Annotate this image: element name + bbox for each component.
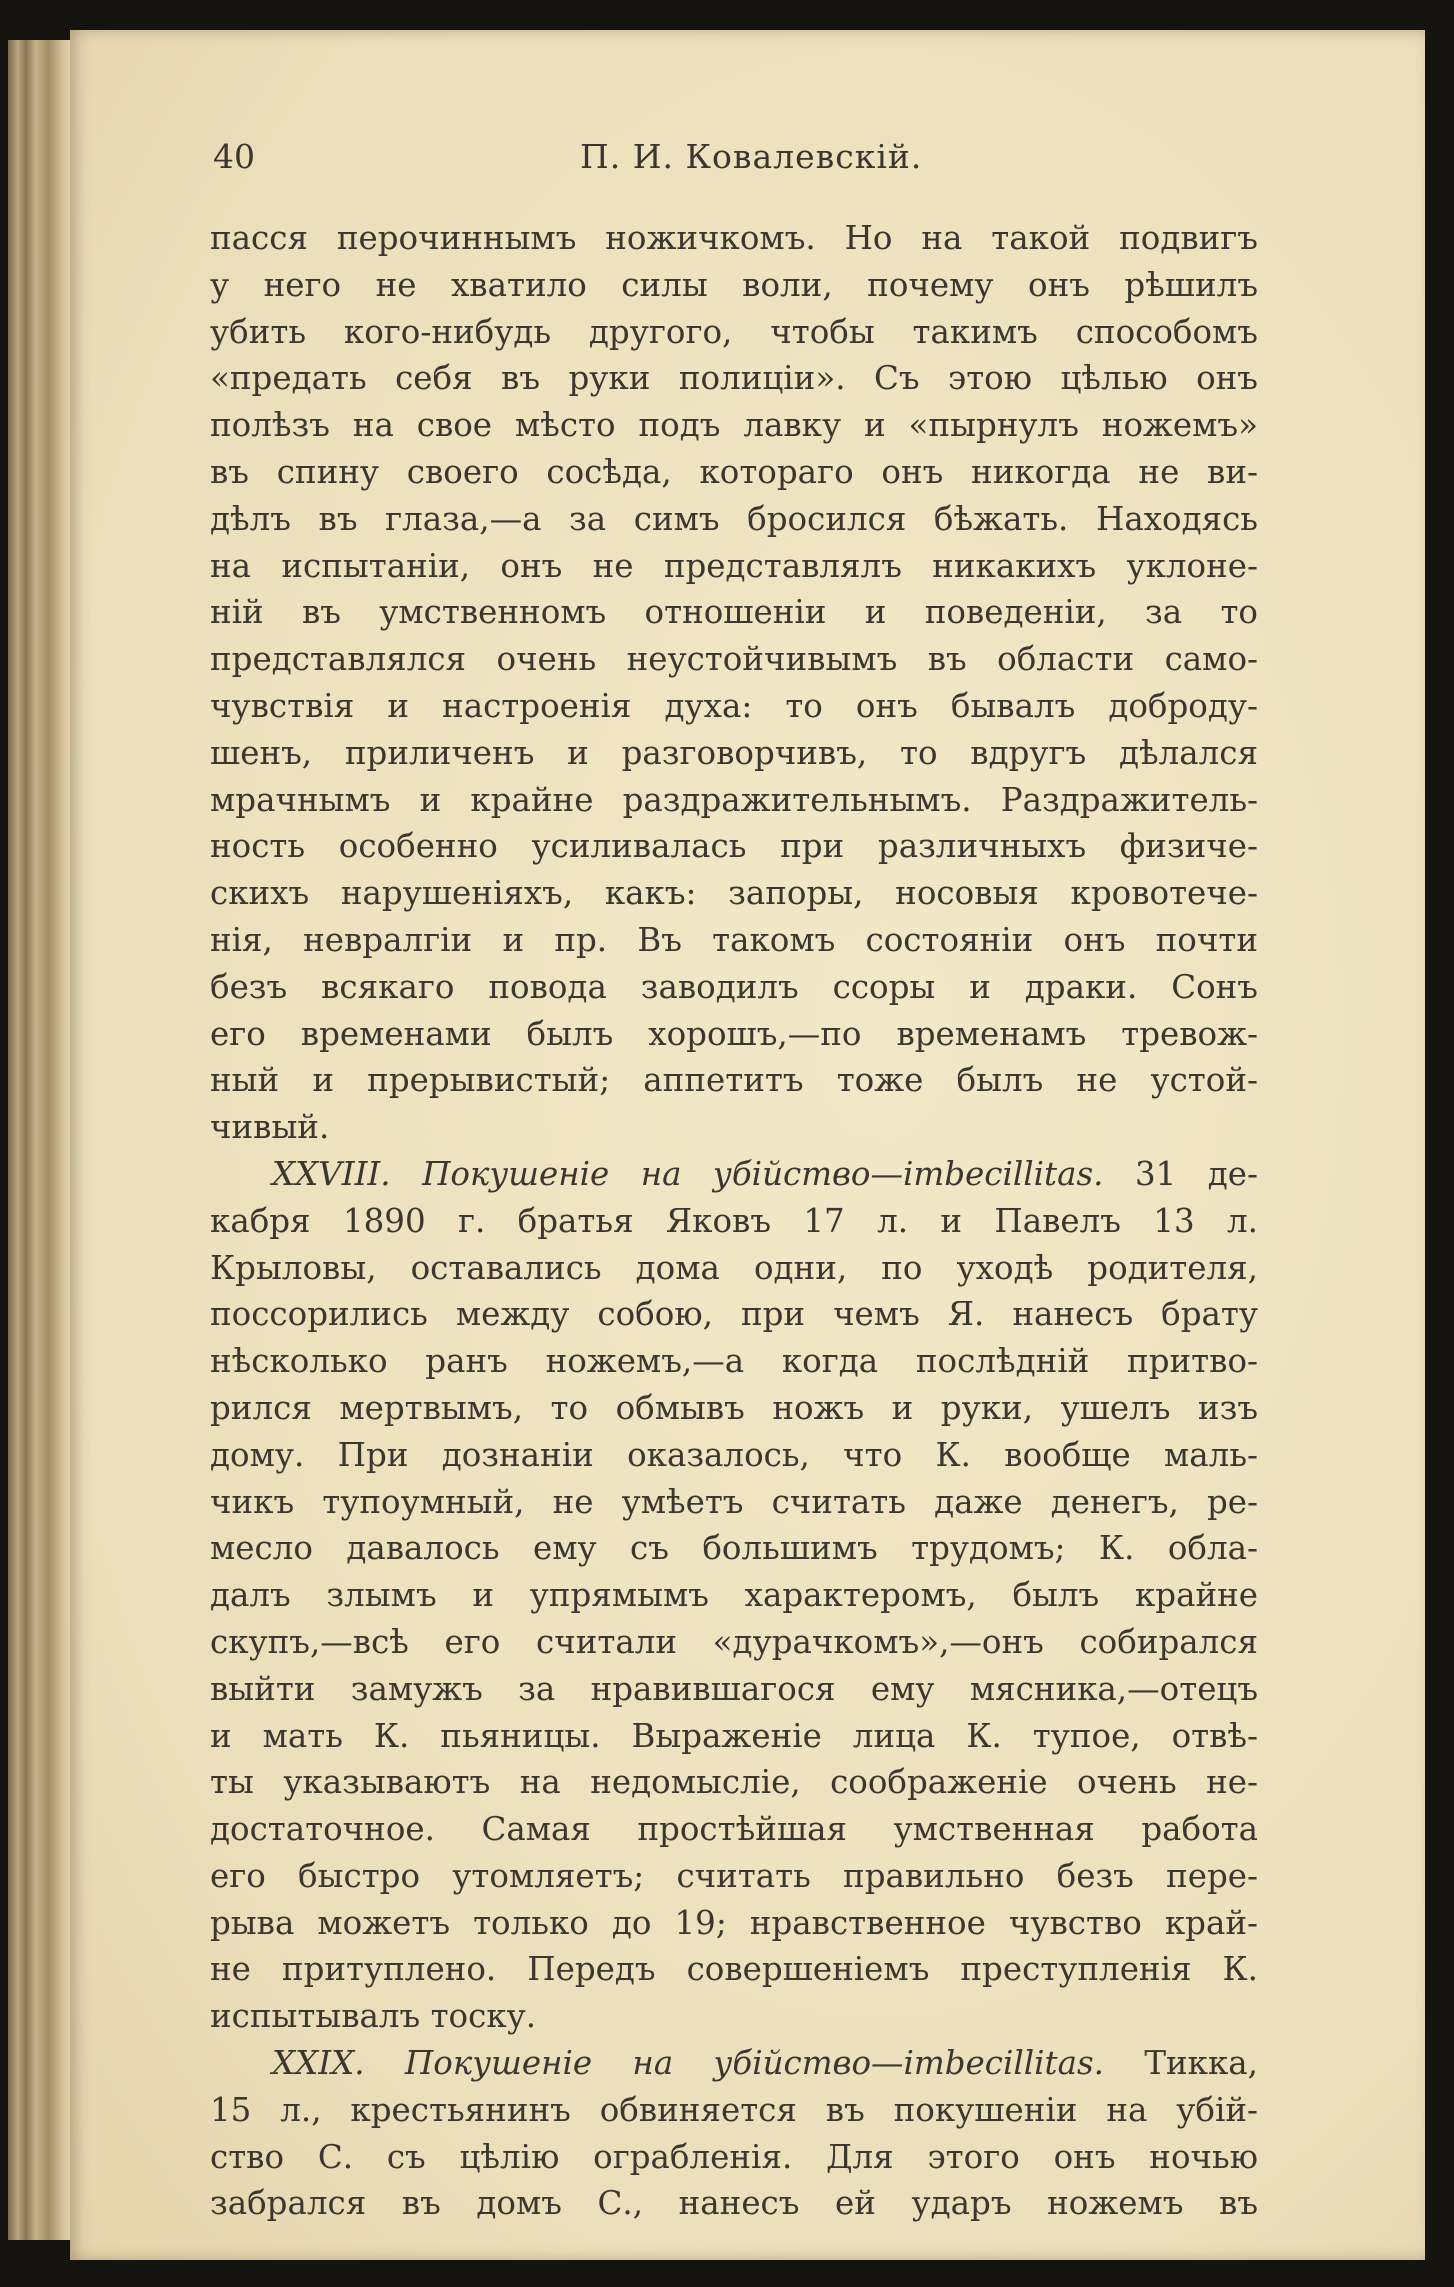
text-line: ство С. съ цѣлію ограбленія. Для этого онъ ночью xyxy=(210,2137,1258,2176)
text-line: забрался въ домъ С., нанесъ ей ударъ ножемъ въ xyxy=(210,2184,1258,2223)
section-number: XXIX. xyxy=(272,2044,365,2083)
text-line: скупъ,—всѣ его считали «дурачкомъ»,—онъ собирался xyxy=(210,1622,1258,1661)
running-title: П. И. Ковалевскій. xyxy=(580,137,923,176)
section-heading-xxix xyxy=(210,2040,1258,2087)
text-line: ты указываютъ на недомысліе, соображеніе очень не- xyxy=(210,1763,1258,1802)
page-number: 40 xyxy=(213,137,255,176)
text-line: въ спину своего сосѣда, котораго онъ никогда не ви- xyxy=(210,452,1258,491)
text-line: мрачнымъ и крайне раздражительнымъ. Раздражитель- xyxy=(210,780,1258,819)
text-line: нія, невралгіи и пр. Въ такомъ состояніи онъ почти xyxy=(210,920,1258,959)
text-line: полѣзъ на свое мѣсто подъ лавку и «пырнулъ ножемъ» xyxy=(210,406,1258,445)
text-line: месло давалось ему съ большимъ трудомъ; К. обла- xyxy=(210,1529,1258,1568)
section-title: Покушеніе на убійство—imbecillitas. xyxy=(404,2044,1105,2083)
text-line: 15 л., крестьянинъ обвиняется въ покушеніи на убій- xyxy=(210,2090,1258,2129)
text-line: достаточное. Самая простѣйшая умственная работа xyxy=(210,1810,1258,1849)
text-line: шенъ, приличенъ и разговорчивъ, то вдругъ дѣлался xyxy=(210,733,1258,772)
section-number: XXVIII. xyxy=(272,1154,391,1193)
text-line: скихъ нарушеніяхъ, какъ: запоры, носовыя кровотече- xyxy=(210,874,1258,913)
text-line: испытывалъ тоску. xyxy=(210,1997,537,2036)
text-line: пасся перочиннымъ ножичкомъ. Но на такой подвигъ xyxy=(210,219,1258,257)
text-line: чикъ тупоумный, не умѣетъ считать даже денегъ, ре- xyxy=(210,1482,1258,1521)
text-line: его временами былъ хорошъ,—по временамъ тревож- xyxy=(210,1014,1258,1053)
book-page-edges xyxy=(8,40,74,2240)
section-text-start: Тикка, xyxy=(1144,2044,1258,2083)
text-line: далъ злымъ и упрямымъ характеромъ, былъ крайне xyxy=(210,1576,1258,1615)
text-line: убить кого-нибудь другого, чтобы такимъ способомъ xyxy=(210,312,1258,351)
text-line: ный и прерывистый; аппетитъ тоже былъ не устой- xyxy=(210,1061,1258,1100)
text-line: и мать К. пьяницы. Выраженіе лица К. тупое, отвѣ- xyxy=(210,1716,1258,1755)
section-text-start: 31 де- xyxy=(1134,1154,1258,1193)
text-line: Крыловы, оставались дома одни, по уходѣ родителя, xyxy=(210,1248,1258,1287)
text-line: кабря 1890 г. братья Яковъ 17 л. и Павелъ 13 л. xyxy=(210,1201,1258,1240)
text-line: дому. При дознаніи оказалось, что К. вообще маль- xyxy=(210,1435,1258,1474)
text-line: выйти замужъ за нравившагося ему мясника,—отецъ xyxy=(210,1669,1258,1708)
text-line: представлялся очень неустойчивымъ въ области само- xyxy=(210,640,1258,679)
text-line: не притуплено. Передъ совершеніемъ преступленія К. xyxy=(210,1950,1258,1989)
text-line: «предать себя въ руки полиціи». Съ этою цѣлью онъ xyxy=(210,359,1258,398)
text-line: рился мертвымъ, то обмывъ ножъ и руки, ушелъ изъ xyxy=(210,1388,1258,1427)
section-title: Покушеніе на убійство—imbecillitas. xyxy=(422,1154,1104,1193)
text-line: его быстро утомляетъ; считать правильно безъ пере- xyxy=(210,1856,1258,1895)
text-line: чувствія и настроенія духа: то онъ бывалъ доброду- xyxy=(210,686,1258,725)
text-line: безъ всякаго повода заводилъ ссоры и драки. Сонъ xyxy=(210,967,1258,1006)
text-line: ность особенно усиливалась при различныхъ физиче- xyxy=(210,827,1258,866)
text-line: поссорились между собою, при чемъ Я. нанесъ брату xyxy=(210,1295,1258,1334)
text-line: у него не хватило силы воли, почему онъ рѣшилъ xyxy=(210,265,1258,304)
body-text xyxy=(210,215,1258,2227)
text-line: на испытаніи, онъ не представлялъ никакихъ уклоне- xyxy=(210,546,1258,585)
text-line: рыва можетъ только до 19; нравственное чувство край- xyxy=(210,1903,1258,1942)
page-header xyxy=(0,137,1454,187)
text-line: ній въ умственномъ отношеніи и поведеніи, за то xyxy=(210,593,1258,632)
section-heading-xxviii xyxy=(210,1151,1258,1198)
text-line: нѣсколько ранъ ножемъ,—а когда послѣдній притво- xyxy=(210,1342,1258,1381)
text-line: чивый. xyxy=(210,1108,330,1147)
text-line: дѣлъ въ глаза,—а за симъ бросился бѣжать. Находясь xyxy=(210,499,1258,538)
